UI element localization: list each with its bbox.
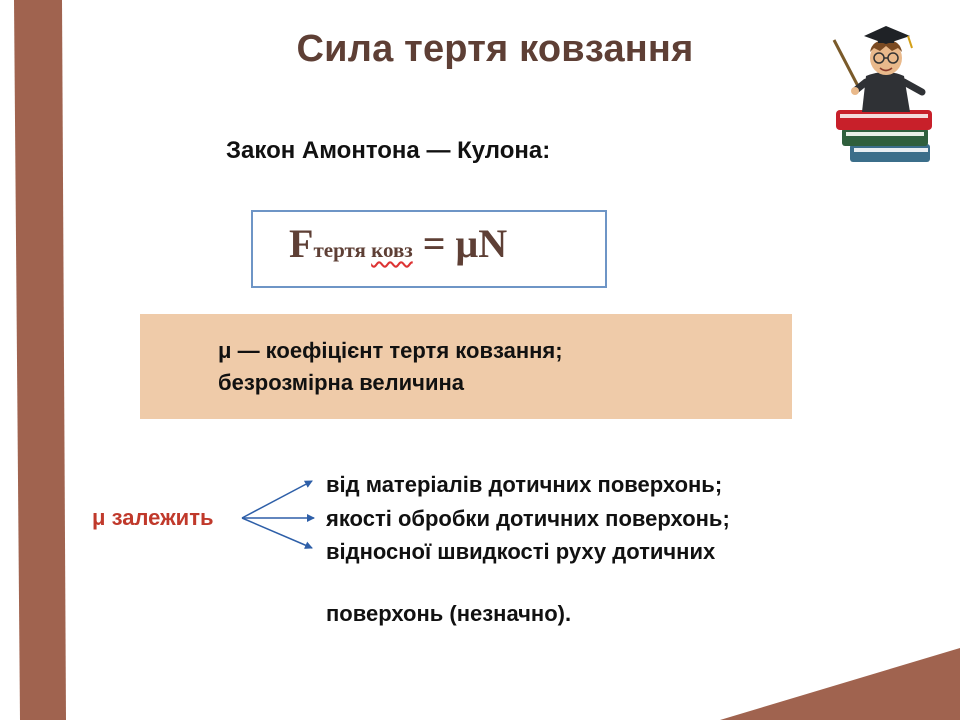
- formula-main: F: [289, 221, 314, 266]
- formula-rest: = μN: [412, 221, 508, 266]
- dependency-item-4: поверхонь (незначно).: [326, 601, 572, 626]
- arrow-icon: [242, 481, 312, 518]
- slide-title: Сила тертя ковзання: [296, 28, 694, 70]
- arrow-icon: [242, 518, 312, 548]
- definition-line-2: безрозмірна величина: [218, 370, 464, 395]
- formula-subscript-underlined: ковз: [371, 238, 413, 262]
- formula-subscript-text: тертя: [313, 238, 366, 262]
- definition-line-1: μ — коефіцієнт тертя ковзання;: [218, 338, 563, 363]
- book-stack-icon: [836, 110, 932, 162]
- dependency-item-3: відносної швидкості руху дотичних: [326, 539, 716, 564]
- professor-mascot-icon: [826, 18, 946, 178]
- law-subtitle: Закон Амонтона — Кулона:: [226, 137, 551, 164]
- dependency-item-1: від матеріалів дотичних поверхонь;: [326, 472, 723, 497]
- dependency-item-2: якості обробки дотичних поверхонь;: [326, 506, 730, 531]
- dependency-label: μ залежить: [92, 505, 214, 530]
